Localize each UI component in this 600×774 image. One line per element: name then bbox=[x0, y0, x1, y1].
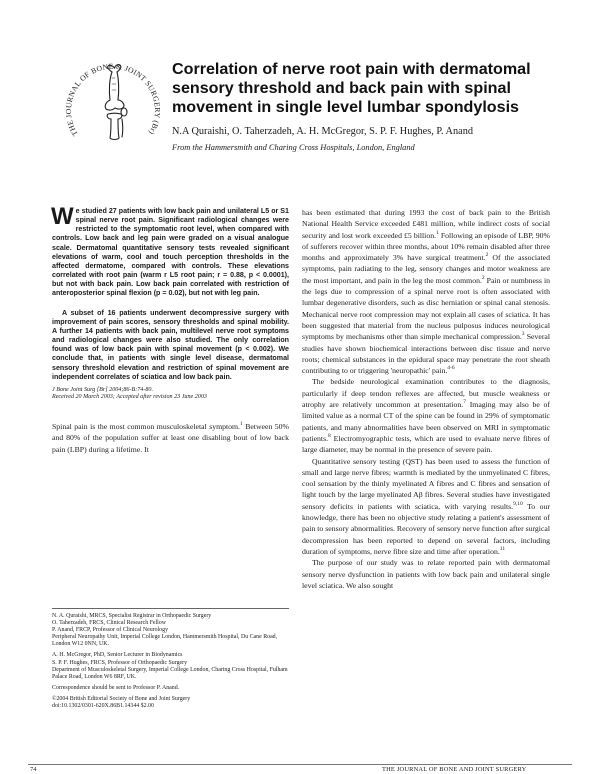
correspondence-note: Correspondence should be sent to Professor P. Anand. bbox=[52, 684, 180, 691]
received-line: Received 20 March 2003; Accepted after revision 23 June 2003 bbox=[52, 394, 207, 401]
abstract bbox=[51, 203, 289, 382]
left-column bbox=[51, 203, 289, 455]
footer-rule bbox=[28, 764, 572, 765]
citation-info bbox=[52, 387, 289, 402]
article-title: Correlation of nerve root pain with dermatomal sensory threshold and back pain with spinal movement in single level lumbar spondylosis bbox=[172, 60, 531, 116]
abstract-paragraph: We studied 27 patients with low back pain and unilateral L5 or S1 spinal nerve root pain. Significant radiological changes were restricted to the symptomatic root level, when compared with controls. Low back and leg pain were graded on a visual analogue scale. Dermatomal quantitative sensory tests revealed significant elevations of warm, cool and touch perception thresholds in the affected dermatome, compared with controls. These elevations correlated with root pain (warm r L5 root pain; r = 0.88, p < 0.0001), but not with back pain. Low back pain correlated with restriction of anteroposterior spinal flexion (p = 0.02), but not with leg pain. bbox=[51, 203, 289, 298]
author-affiliations-1: N. A. Quraishi, MRCS, Specialist Registrar in Orthopaedic Surgery O. Taherzadeh, FRCS, Clinical Research Fellow P. Anand, FRCP, Professor of Clinical Neurology Peripheral Neuropathy Unit, Imperial College London, Hammersmith Hospital, Du Cane Road, London W12 0NN, UK. bbox=[52, 613, 278, 648]
body-paragraph: The bedside neurological examination contributes to the diagnosis, particularly if deep tendon reflexes are affected, but muscle weakness or atrophy are relatively uncommon at presentation.$^7$ Imaging may also be of limited value as a normal CT of the spine can be found in 29% of symptomatic patients, and many abnormalities have been observed on MRI in symptomatic patients.$^8$ Electromyographic tests, which are used to evaluate nerve fibres of large diameter, may be normal in the presence of severe pain. bbox=[302, 377, 550, 455]
journal-logo bbox=[62, 48, 164, 150]
body-paragraph: The purpose of our study was to relate reported pain with dermatomal sensory nerve dysfunction in patients with low back pain and unilateral single level sciatica. We also sought bbox=[302, 558, 550, 590]
body-paragraph: Quantitative sensory testing (QST) has been used to assess the function of small and large nerve fibres; warmth is mediated by the unmyelinated C fibres, cool sensation by the thinly myelinated A fibres and C fibres and sensation of light touch by the large myelinated Aβ fibres. Several studies have investigated sensory deficits in patients with sciatica, with varying results.$^{9,10}$ To our knowledge, there has been no objective study relating a patient's assessment of pain to sensory abnormalities. Recovery of sensory nerve function after surgical decompression has been reported to depend on several factors, including duration of symptoms, nerve fibre size and time after operation.$^{11}$ bbox=[302, 456, 550, 556]
svg-text:THE JOURNAL OF BONE & JOINT SU bbox=[64, 62, 162, 138]
intro-text-left bbox=[52, 421, 289, 455]
abstract-paragraph: A subset of 16 patients underwent decompressive surgery with improvement of pain scores, sensory thresholds and spinal mobility. A further 14 patients with back pain, multilevel nerve root symptoms and radiological changes were also studied. The only correlation found was of low back pain with spinal movement (p < 0.002). We conclude that, in patients with single level disease, dermatomal sensory threshold elevation and restriction of spinal movement are independent correlates of sciatica and low back pain. bbox=[52, 308, 289, 381]
body-paragraph: has been estimated that during 1993 the cost of back pain to the British National Health Service exceeded £481 million, while indirect costs of social security and lost work exceeded £5 billion.$^1$ Following an episode of LBP, 90% of sufferers recover within three months, about 10% remain disabled after three months and approximately 3% have surgical treatment.$^2$ Of the associated symptoms, pain radiating to the leg, sensory changes and motor weakness are the most important, and pain in the leg the most common.$^2$ Pain or numbness in the legs due to compression of a spinal nerve root is often associated with lumbar degenerative disorders, such as disc herniation or spinal canal stenosis. Mechanical nerve root compression may not explain all cases of sciatica. It has been suggested that material from the nucleus pulposus induces neurological symptoms by mechanisms other than simple mechanical compression.$^3$ Several studies have shown biochemical interactions between disc tissue and nerve roots; chemical substances in the epidural space may penetrate the root sheath contributing to or triggering 'neuropathic' pain.$^{4-6}$ bbox=[302, 208, 550, 376]
drop-cap: W bbox=[51, 203, 74, 230]
author-affiliations-2: A. H. McGregor, PhD, Senior Lecturer in Biodynamics S. P. F. Hughes, FRCS, Professor of Orthopaedic Surgery Department of Musculoskeletal Surgery, Imperial College London, Charing Cross Hospital, Fulham Palace Road, London W6 8RF, UK. bbox=[52, 652, 288, 680]
article-affiliation: From the Hammersmith and Charing Cross Hospitals, London, England bbox=[172, 143, 415, 152]
journal-logo-text: THE JOURNAL OF BONE & JOINT SURGERY (Br) bbox=[63, 61, 163, 138]
citation-line: J Bone Joint Surg [Br] 2004;86-B:74-80. bbox=[52, 386, 153, 393]
body-paragraph: Spinal pain is the most common musculoskeletal symptom.$^1$ Between 50% and 80% of the population suffer at least one disabling bout of low back pain (LBP) during a lifetime. It bbox=[52, 421, 289, 454]
page-number: 74 bbox=[30, 766, 37, 773]
copyright-note: ©2004 British Editorial Society of Bone and Joint Surgery doi:10.1302/0301-620X.86B1.14344 $2.00 bbox=[52, 695, 191, 710]
right-column bbox=[302, 207, 550, 591]
bone-joint-icon bbox=[105, 65, 127, 140]
journal-name-footer: THE JOURNAL OF BONE AND JOINT SURGERY bbox=[382, 766, 527, 773]
author-footnotes bbox=[52, 608, 289, 714]
article-authors: N.A Quraishi, O. Taherzadeh, A. H. McGregor, S. P. F. Hughes, P. Anand bbox=[172, 126, 474, 137]
